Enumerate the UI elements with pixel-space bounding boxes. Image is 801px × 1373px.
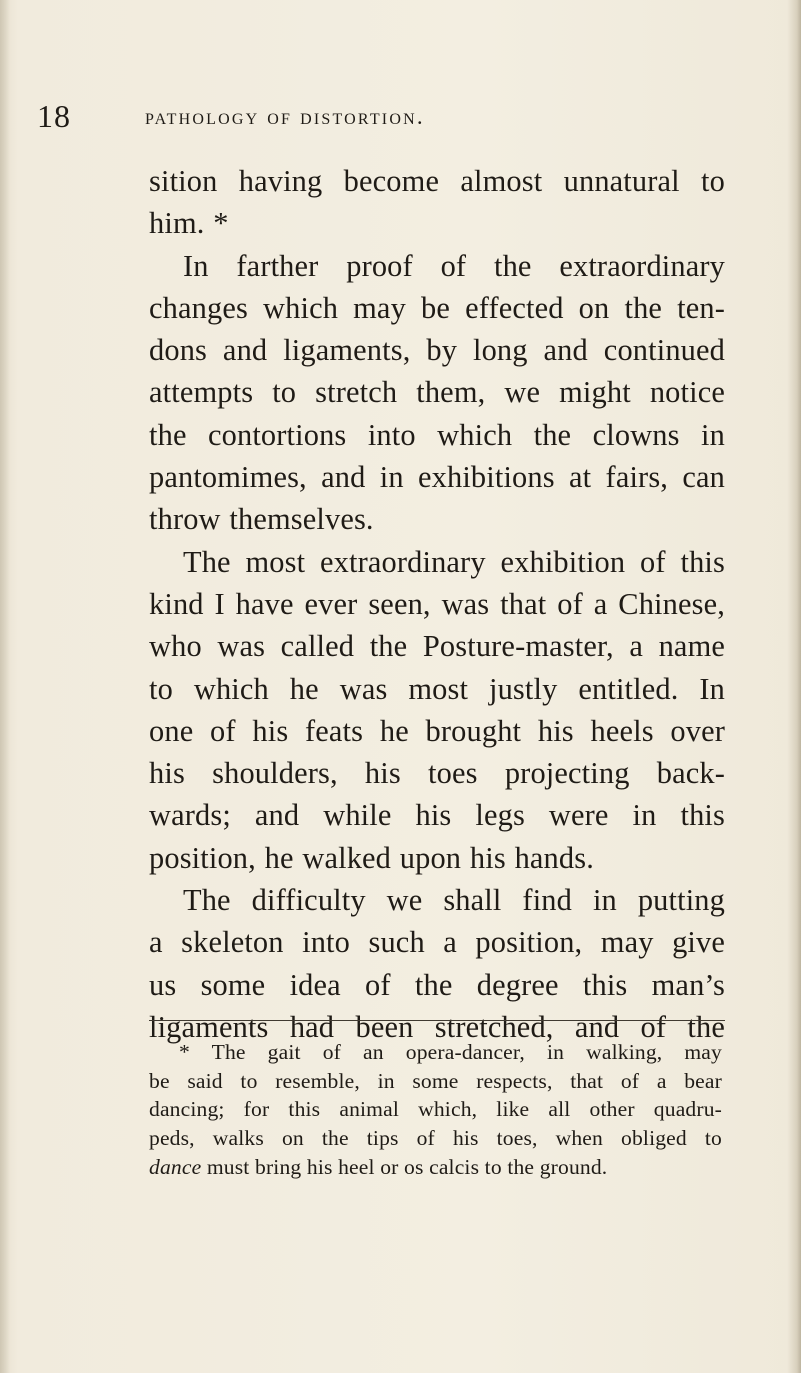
body-line: The most extraordinary exhibition of this bbox=[183, 544, 725, 579]
footnote-rule bbox=[149, 1020, 725, 1021]
footnote-line: dancing; for this animal which, like all other quadru- bbox=[149, 1097, 722, 1122]
footnote-italic-word: dance bbox=[149, 1154, 202, 1179]
body-line: him. * bbox=[149, 206, 229, 241]
body-line: throw themselves. bbox=[149, 502, 374, 537]
body-line: a skeleton into such a position, may give bbox=[149, 925, 725, 960]
body-text bbox=[149, 160, 725, 1048]
footnote-line: * The gait of an opera-dancer, in walking, may bbox=[179, 1040, 722, 1064]
body-line: the contortions into which the clowns in bbox=[149, 417, 725, 452]
footnote-line-rest: must bring his heel or os calcis to the ground. bbox=[201, 1154, 608, 1179]
running-head bbox=[37, 98, 625, 142]
body-line: The difficulty we shall find in putting bbox=[183, 883, 725, 918]
footnote-line: peds, walks on the tips of his toes, when obliged to bbox=[149, 1126, 722, 1151]
body-line: one of his feats he brought his heels over bbox=[149, 713, 725, 748]
body-line: ligaments had been stretched, and of the bbox=[149, 1009, 725, 1044]
page-number: 18 bbox=[37, 98, 71, 134]
body-line: to which he was most justly entitled. In bbox=[149, 671, 725, 706]
footnote-line bbox=[149, 1153, 722, 1182]
body-line: his shoulders, his toes projecting back- bbox=[149, 756, 725, 791]
body-line: attempts to stretch them, we might notice bbox=[149, 375, 725, 410]
page-edge-shadow bbox=[787, 0, 801, 1373]
body-line: position, he walked upon his hands. bbox=[149, 840, 594, 875]
body-line: In farther proof of the extraordinary bbox=[183, 248, 725, 283]
body-line: us some idea of the degree this man’s bbox=[149, 967, 725, 1002]
body-line: kind I have ever seen, was that of a Chinese, bbox=[149, 586, 725, 621]
body-line: wards; and while his legs were in this bbox=[149, 798, 725, 833]
page-gutter-shadow bbox=[0, 0, 10, 1373]
body-line: pantomimes, and in exhibitions at fairs, can bbox=[149, 460, 725, 495]
running-head-title: pathology of distortion. bbox=[145, 104, 425, 129]
body-line: who was called the Posture-master, a name bbox=[149, 629, 725, 664]
footnote-line: be said to resemble, in some respects, that of a bear bbox=[149, 1068, 722, 1093]
body-line: sition having become almost unnatural to bbox=[149, 164, 725, 198]
body-line: changes which may be effected on the ten- bbox=[149, 290, 725, 325]
footnote bbox=[149, 1038, 722, 1181]
body-line: dons and ligaments, by long and continued bbox=[149, 333, 725, 368]
